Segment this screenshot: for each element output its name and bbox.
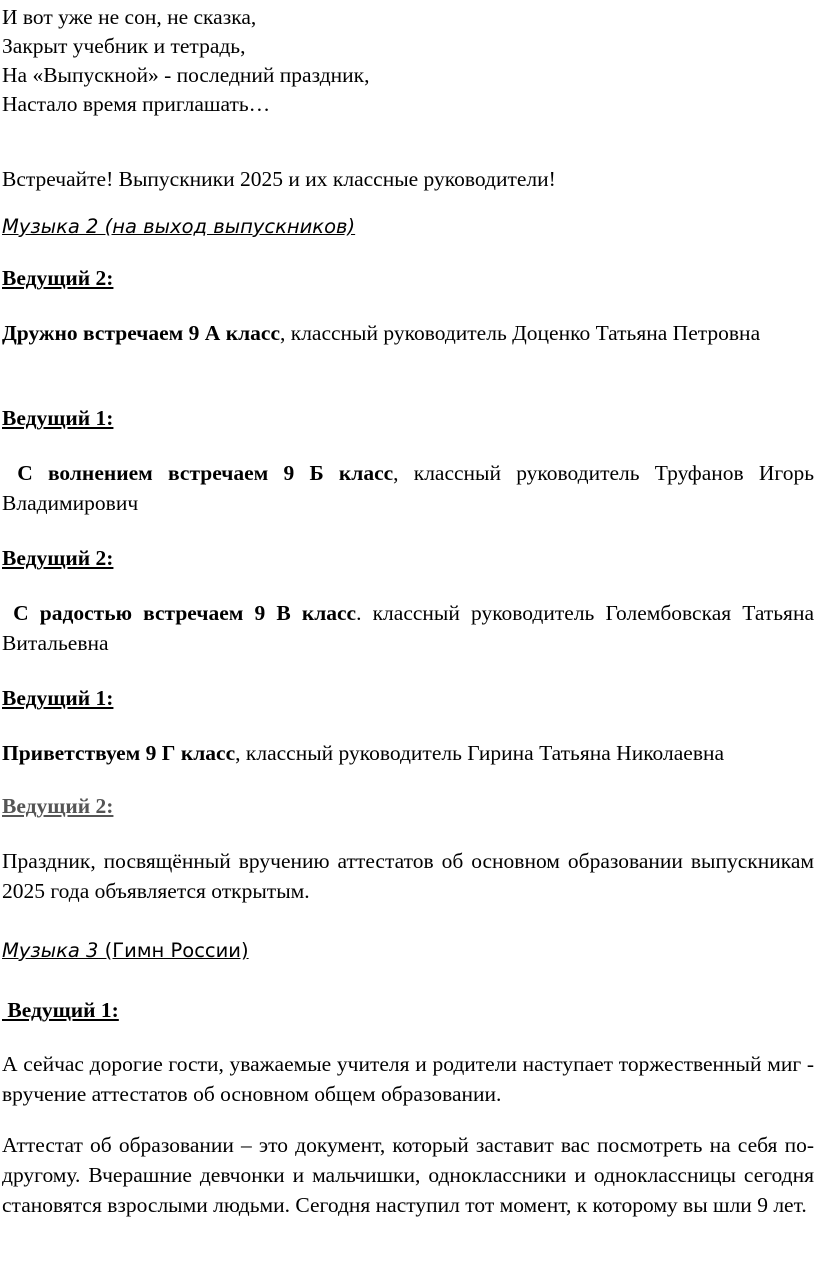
poem-line-2: Закрыт учебник и тетрадь, <box>2 34 246 58</box>
music-3-cue <box>2 936 249 966</box>
poem-line-4: Настало время приглашать… <box>2 92 271 116</box>
music-2-label: Музыка 2 (на выход выпускников) <box>2 215 356 238</box>
class-9b-intro <box>2 458 814 518</box>
host-1-heading: Ведущий 1: <box>2 686 114 710</box>
class-9g-teacher: , классный руководитель Гирина Татьяна Николаевна <box>235 741 725 765</box>
poem-line-3: На «Выпускной» - последний праздник, <box>2 63 370 87</box>
music-3-title: (Гимн России) <box>98 939 249 962</box>
class-9g-bold: Приветствуем 9 Г класс <box>2 741 236 765</box>
poem-line-1: И вот уже не сон, не сказка, <box>2 5 257 29</box>
opening-announcement: Праздник, посвящённый вручению аттестатов об основном образовании выпускникам 2025 года объявляется открытым. <box>2 849 814 903</box>
host-2-heading: Ведущий 2: <box>2 266 114 290</box>
class-9v-intro <box>2 598 814 658</box>
class-9v-bold: С радостью встречаем 9 В класс <box>2 601 357 625</box>
class-9a-intro <box>2 318 814 348</box>
host-2-heading: Ведущий 2: <box>2 546 114 570</box>
class-9b-teacher: , классный руководитель Труфанов Игорь Владимирович <box>2 461 814 515</box>
host-1-heading: Ведущий 1: <box>2 998 119 1022</box>
class-9a-teacher: , классный руководитель Доценко Татьяна Петровна <box>280 321 761 345</box>
music-2-cue <box>2 212 355 242</box>
welcome-text: Встречайте! Выпускники 2025 и их классные руководители! <box>2 167 556 191</box>
speech-paragraph-1: А сейчас дорогие гости, уважаемые учителя и родители наступает торжественный миг - вручение аттестатов об основном общем образовании. <box>2 1052 814 1106</box>
class-9g-intro <box>2 738 724 768</box>
music-3-label: Музыка 3 <box>2 939 99 962</box>
speech-paragraph-2: Аттестат об образовании – это документ, который заставит вас посмотреть на себя по-другому. Вчерашние девчонки и мальчишки, одноклассники и одноклассницы сегодня становятся взрослыми людьми. Сегодня наступил тот момент, к которому вы шли 9 лет. <box>2 1133 814 1217</box>
class-9a-bold: Дружно встречаем 9 А класс <box>2 321 280 345</box>
host-1-heading: Ведущий 1: <box>2 406 114 430</box>
class-9v-teacher: . классный руководитель Голембовская Татьяна Витальевна <box>2 601 814 655</box>
class-9b-bold: С волнением встречаем 9 Б класс <box>2 461 394 485</box>
host-2-heading: Ведущий 2: <box>2 794 114 818</box>
